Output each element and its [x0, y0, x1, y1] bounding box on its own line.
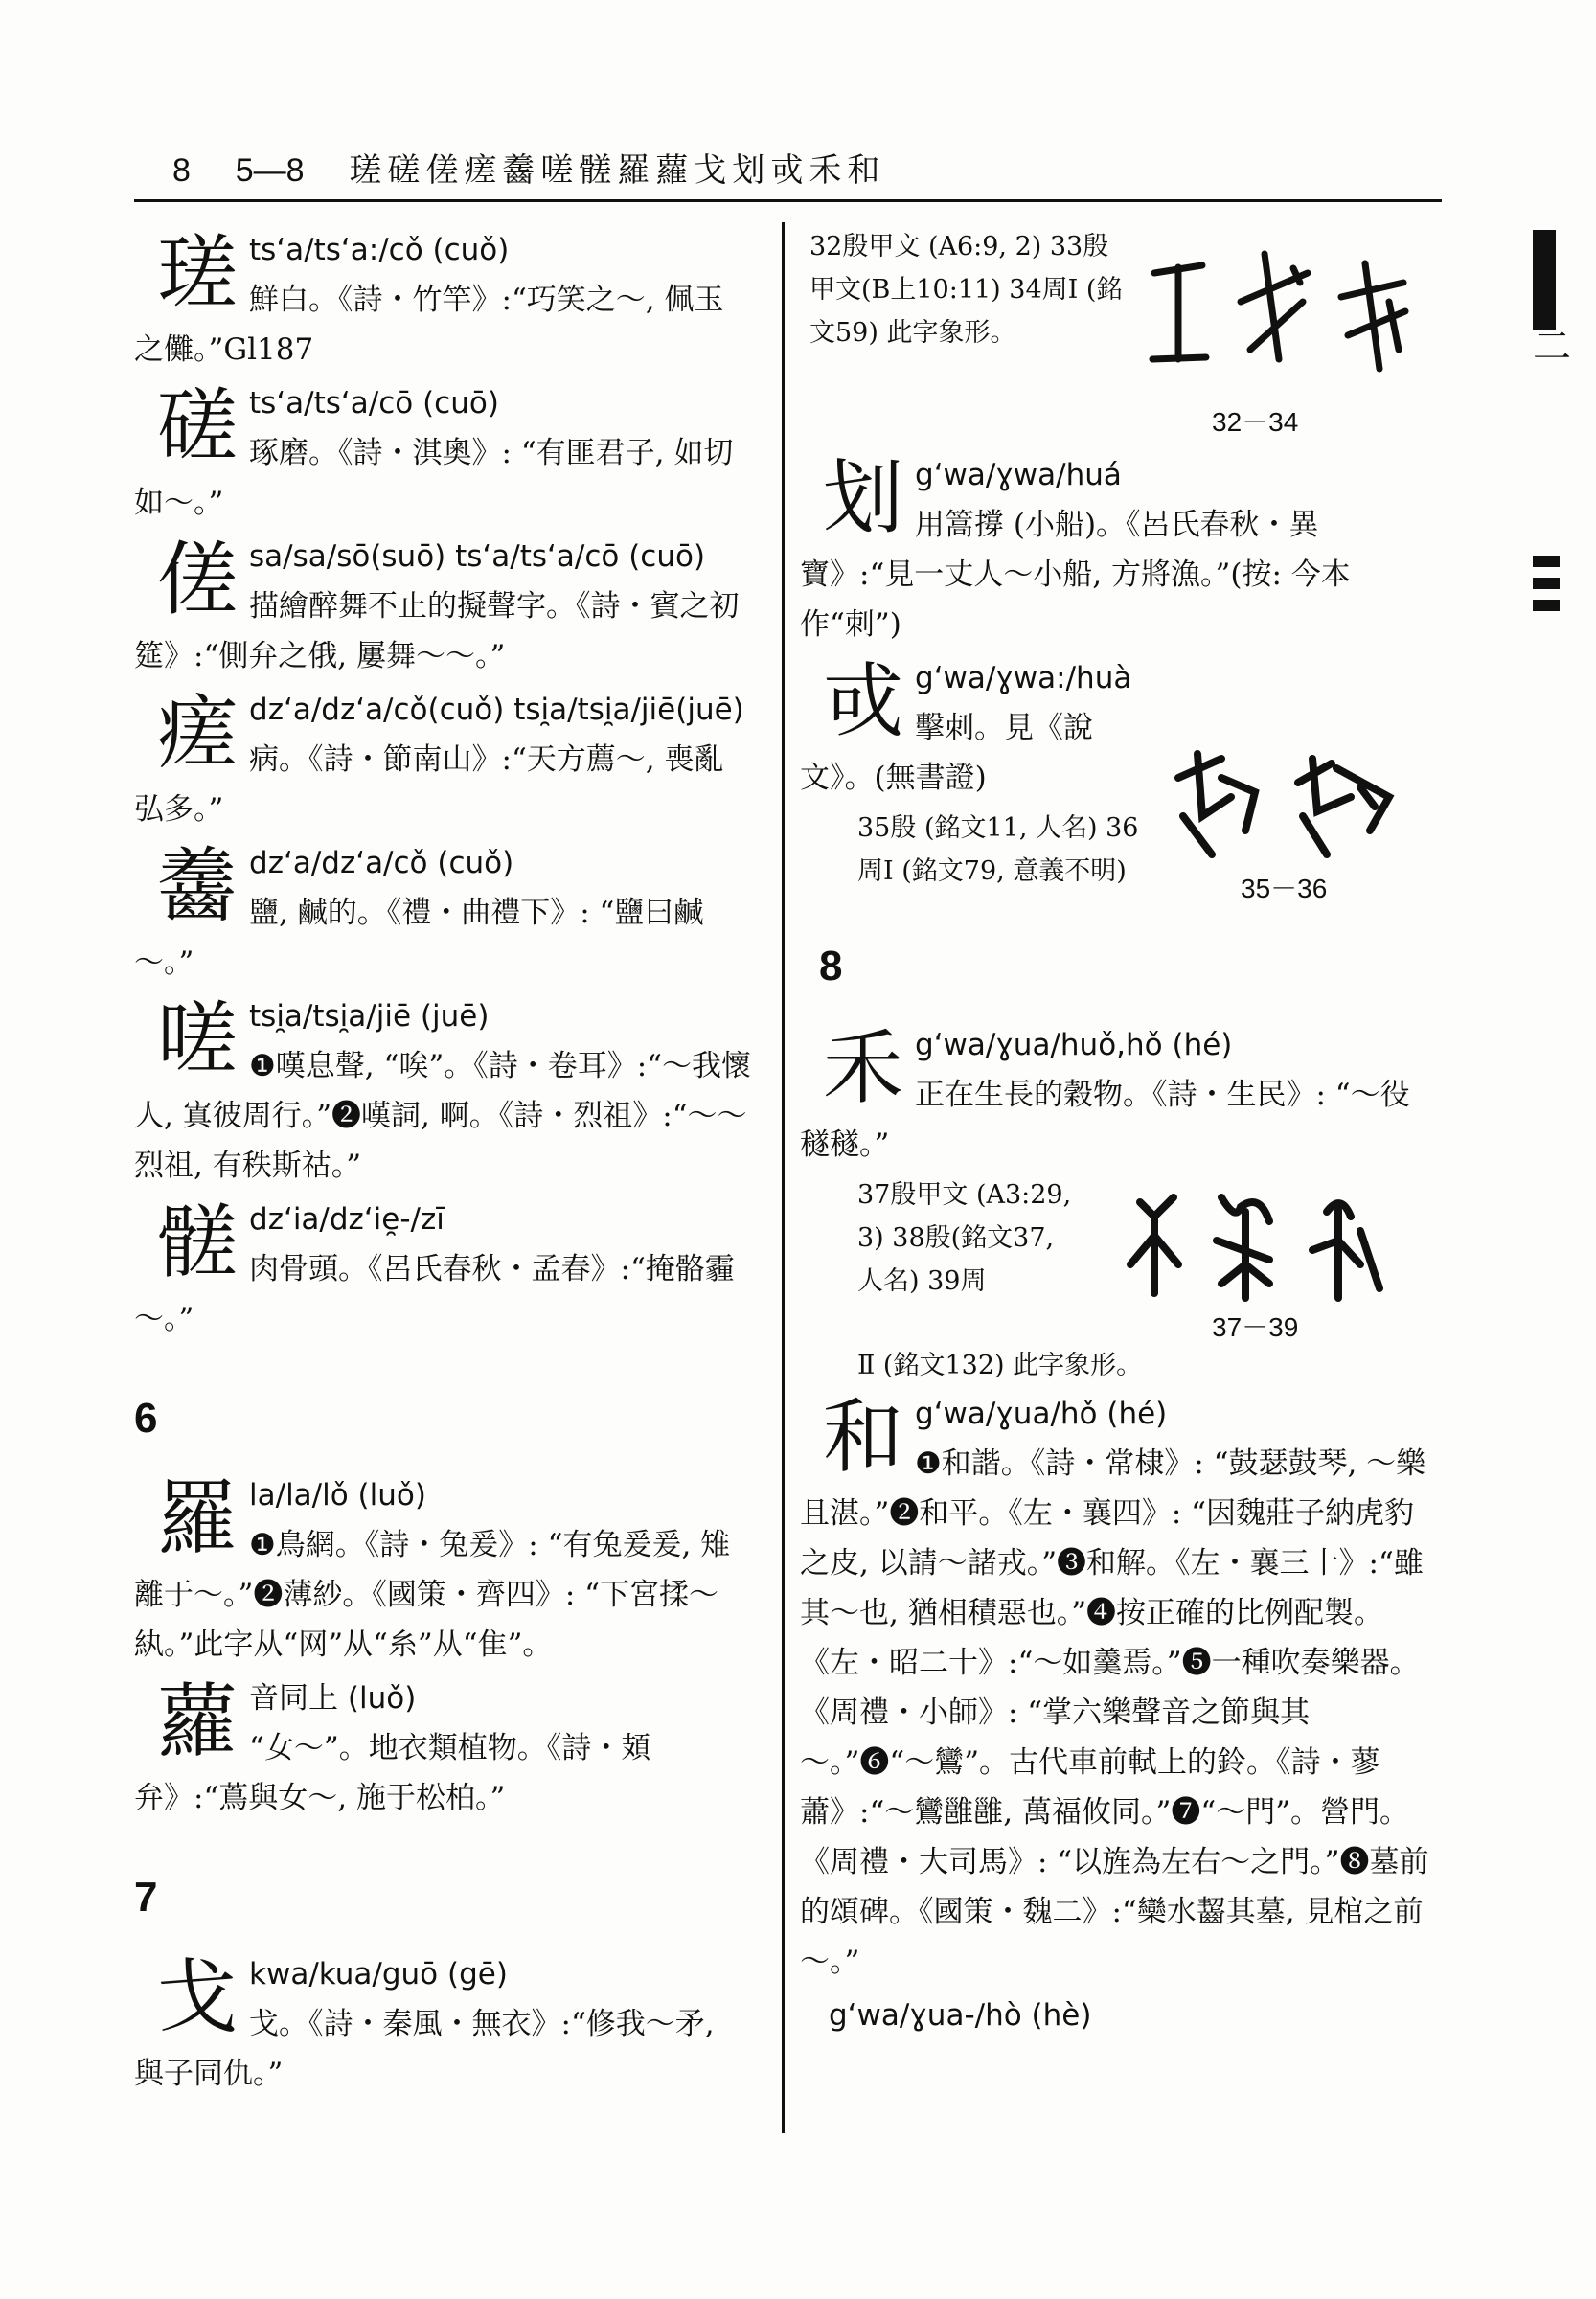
definition: “女～”。地衣類植物。《詩・頍弁》:“蔦與女～, 施于松柏。” [134, 1731, 651, 1815]
head-character: 瑳 [157, 226, 239, 320]
ancient-glyphs-image [1135, 244, 1413, 378]
definition: 戈。《詩・秦風・無衣》:“修我～矛, 與子同仇。” [134, 2007, 715, 2091]
pronunciation: g‘wa/ɣwa:/huà [915, 661, 1132, 695]
ancient-forms-figure [800, 749, 1432, 917]
pronunciation: la/la/lǒ (luǒ) [249, 1478, 426, 1513]
definition: 病。《詩・節南山》:“天方薦～, 喪亂弘多。” [134, 742, 724, 827]
column-divider [782, 222, 785, 2133]
pronunciation: dz‘ia/dz‘ie̯-/zī [249, 1202, 445, 1237]
figure-caption-tail: Ⅱ (銘文132) 此字象形。 [857, 1351, 1143, 1380]
entry [800, 1389, 1432, 1987]
thumb-bar [1533, 600, 1560, 611]
stroke-section-heading: 7 [134, 1874, 158, 1921]
definition: ❶鳥網。《詩・兔爰》: “有兔爰爰, 雉離于～。”❷薄紗。《國策・齊四》: “下宮揉～紈。”此字从“网”从“糸”从“隹”。 [134, 1528, 731, 1662]
definition: 鮮白。《詩・竹竿》:“巧笑之～, 佩玉之儺。”Gl187 [134, 283, 724, 367]
head-character: 嗟 [157, 992, 239, 1086]
entry [134, 685, 752, 834]
definition: 正在生長的穀物。《詩・生民》: “～役穟穟。” [800, 1078, 1410, 1162]
thumb-bar [1533, 578, 1560, 589]
page-number: 8 [172, 152, 191, 189]
head-character: 蘿 [157, 1674, 239, 1768]
head-character: 划 [823, 451, 904, 545]
figure-caption: 37殷甲文 (A3:29, 3) 38殷(銘文37, 人名) 39周 [857, 1180, 1072, 1296]
right-column [800, 225, 1432, 2040]
thumb-index-bars [1533, 556, 1560, 622]
pronunciation: g‘wa/ɣwa/huá [915, 458, 1122, 492]
pronunciation: ts‘a/ts‘a:/cǒ (cuǒ) [249, 233, 510, 267]
head-character: 磋 [157, 379, 239, 473]
ancient-forms-figure [800, 1173, 1432, 1389]
stroke-section-heading: 8 [819, 943, 843, 990]
thumb-index-char: 二 [1533, 325, 1571, 369]
ancient-forms-figure [800, 225, 1432, 450]
pronunciation: 音同上 (luǒ) [249, 1681, 417, 1716]
figure-caption: 32殷甲文 (A6:9, 2) 33殷甲文(B上10:11) 34周Ⅰ (銘文59) 此字象形。 [809, 232, 1123, 348]
entry [134, 1949, 752, 2099]
pronunciation: kwa/kua/guō (gē) [249, 1957, 508, 1992]
pronunciation: dz‘a/dz‘a/cǒ (cuǒ) [249, 846, 514, 880]
entry [134, 1673, 752, 1823]
stroke-section-heading: 6 [134, 1395, 158, 1442]
pronunciation: tsi̯a/tsi̯a/jiē (juē) [249, 999, 490, 1034]
pronunciation: sa/sa/sō(suō) ts‘a/ts‘a/cō (cuō) [249, 539, 706, 574]
pronunciation: g‘wa/ɣua/huǒ,hǒ (hé) [915, 1028, 1233, 1062]
head-character: 羅 [157, 1471, 239, 1565]
entry [134, 991, 752, 1191]
header-rule [134, 199, 1442, 202]
definition: 鹽, 鹹的。《禮・曲禮下》: “鹽曰鹹～。” [134, 896, 704, 980]
definition: 肉骨頭。《呂氏春秋・孟春》:“掩骼霾～。” [134, 1252, 735, 1336]
pronunciation: ts‘a/ts‘a/cō (cuō) [249, 386, 499, 421]
entry [134, 1470, 752, 1670]
definition: ❶嘆息聲, “唉”。《詩・卷耳》:“～我懷人, 寘彼周行。”❷嘆詞, 啊。《詩・烈祖》:“～～烈祖, 有秩斯祜。” [134, 1049, 752, 1183]
pronunciation: dz‘a/dz‘a/cǒ(cuǒ) tsi̯a/tsi̯a/jiē(juē) [249, 693, 744, 727]
thumb-bar [1533, 556, 1560, 567]
stroke-range: 5—8 [235, 152, 305, 189]
figure-label: 32－34 [1212, 407, 1299, 437]
entry [800, 1020, 1432, 1170]
head-character: 和 [823, 1390, 904, 1484]
ancient-glyphs-image [1164, 740, 1413, 864]
entry [134, 225, 752, 375]
entry [134, 378, 752, 528]
head-character: 髊 [157, 1195, 239, 1289]
definition: 描繪醉舞不止的擬聲字。《詩・賓之初筵》:“側弁之俄, 屢舞～～。” [134, 589, 740, 673]
head-character: 戈 [157, 1950, 239, 2044]
entry [134, 532, 752, 681]
entry [134, 1195, 752, 1344]
definition: 擊刺。見《說文》。(無書證) [800, 711, 1094, 795]
pronunciation: g‘wa/ɣua/hǒ (hé) [915, 1397, 1168, 1431]
head-character: 瘥 [157, 686, 239, 780]
head-character: 戓 [823, 654, 904, 748]
pronunciation-alt: g‘wa/ɣua-/hò (hè) [829, 1998, 1092, 2033]
figure-label: 35－36 [1241, 874, 1328, 903]
entry [800, 450, 1432, 649]
figure-label: 37－39 [1212, 1312, 1299, 1342]
head-character: 禾 [823, 1021, 904, 1115]
figure-caption: 35殷 (銘文11, 人名) 36周Ⅰ (銘文79, 意義不明) [857, 813, 1139, 886]
head-character: 齹 [157, 839, 239, 933]
definition: 用篙撐 (小船)。《呂氏春秋・異寶》:“見一丈人～小船, 方將漁。”(按: 今本作“刺”) [800, 508, 1351, 642]
header-characters: 瑳磋傞瘥齹嗟髊羅蘿戈划戓禾和 [349, 151, 886, 190]
entry [134, 838, 752, 988]
ancient-glyphs-image [1116, 1183, 1403, 1308]
definition: 琢磨。《詩・淇奧》: “有匪君子, 如切如～。” [134, 436, 734, 520]
page-header [172, 144, 885, 191]
definition: ❶和諧。《詩・常棣》: “鼓瑟鼓琴, ～樂且湛。”❷和平。《左・襄四》: “因魏莊子納虎豹之皮, 以請～諸戎。”❸和解。《左・襄三十》:“雖其～也, 猶相積惡也。”❹按正確的比例配製。《左・昭二十》:“～如羹焉。”❺一種吹奏樂器。《周禮・小師》: “掌六樂聲音之節與其～。”❻“～鸞”。古代車前軾上的鈴。《詩・蓼蕭》:“～鸞雝雝, 萬福攸同。”❼“～門”。營門。《周禮・大司馬》: “以旌為左右～之門。”❽墓前的頌碑。《國策・魏二》:“欒水齧其墓, 見棺之前～。” [800, 1446, 1429, 1979]
head-character: 傞 [157, 533, 239, 626]
left-column [134, 225, 752, 2103]
